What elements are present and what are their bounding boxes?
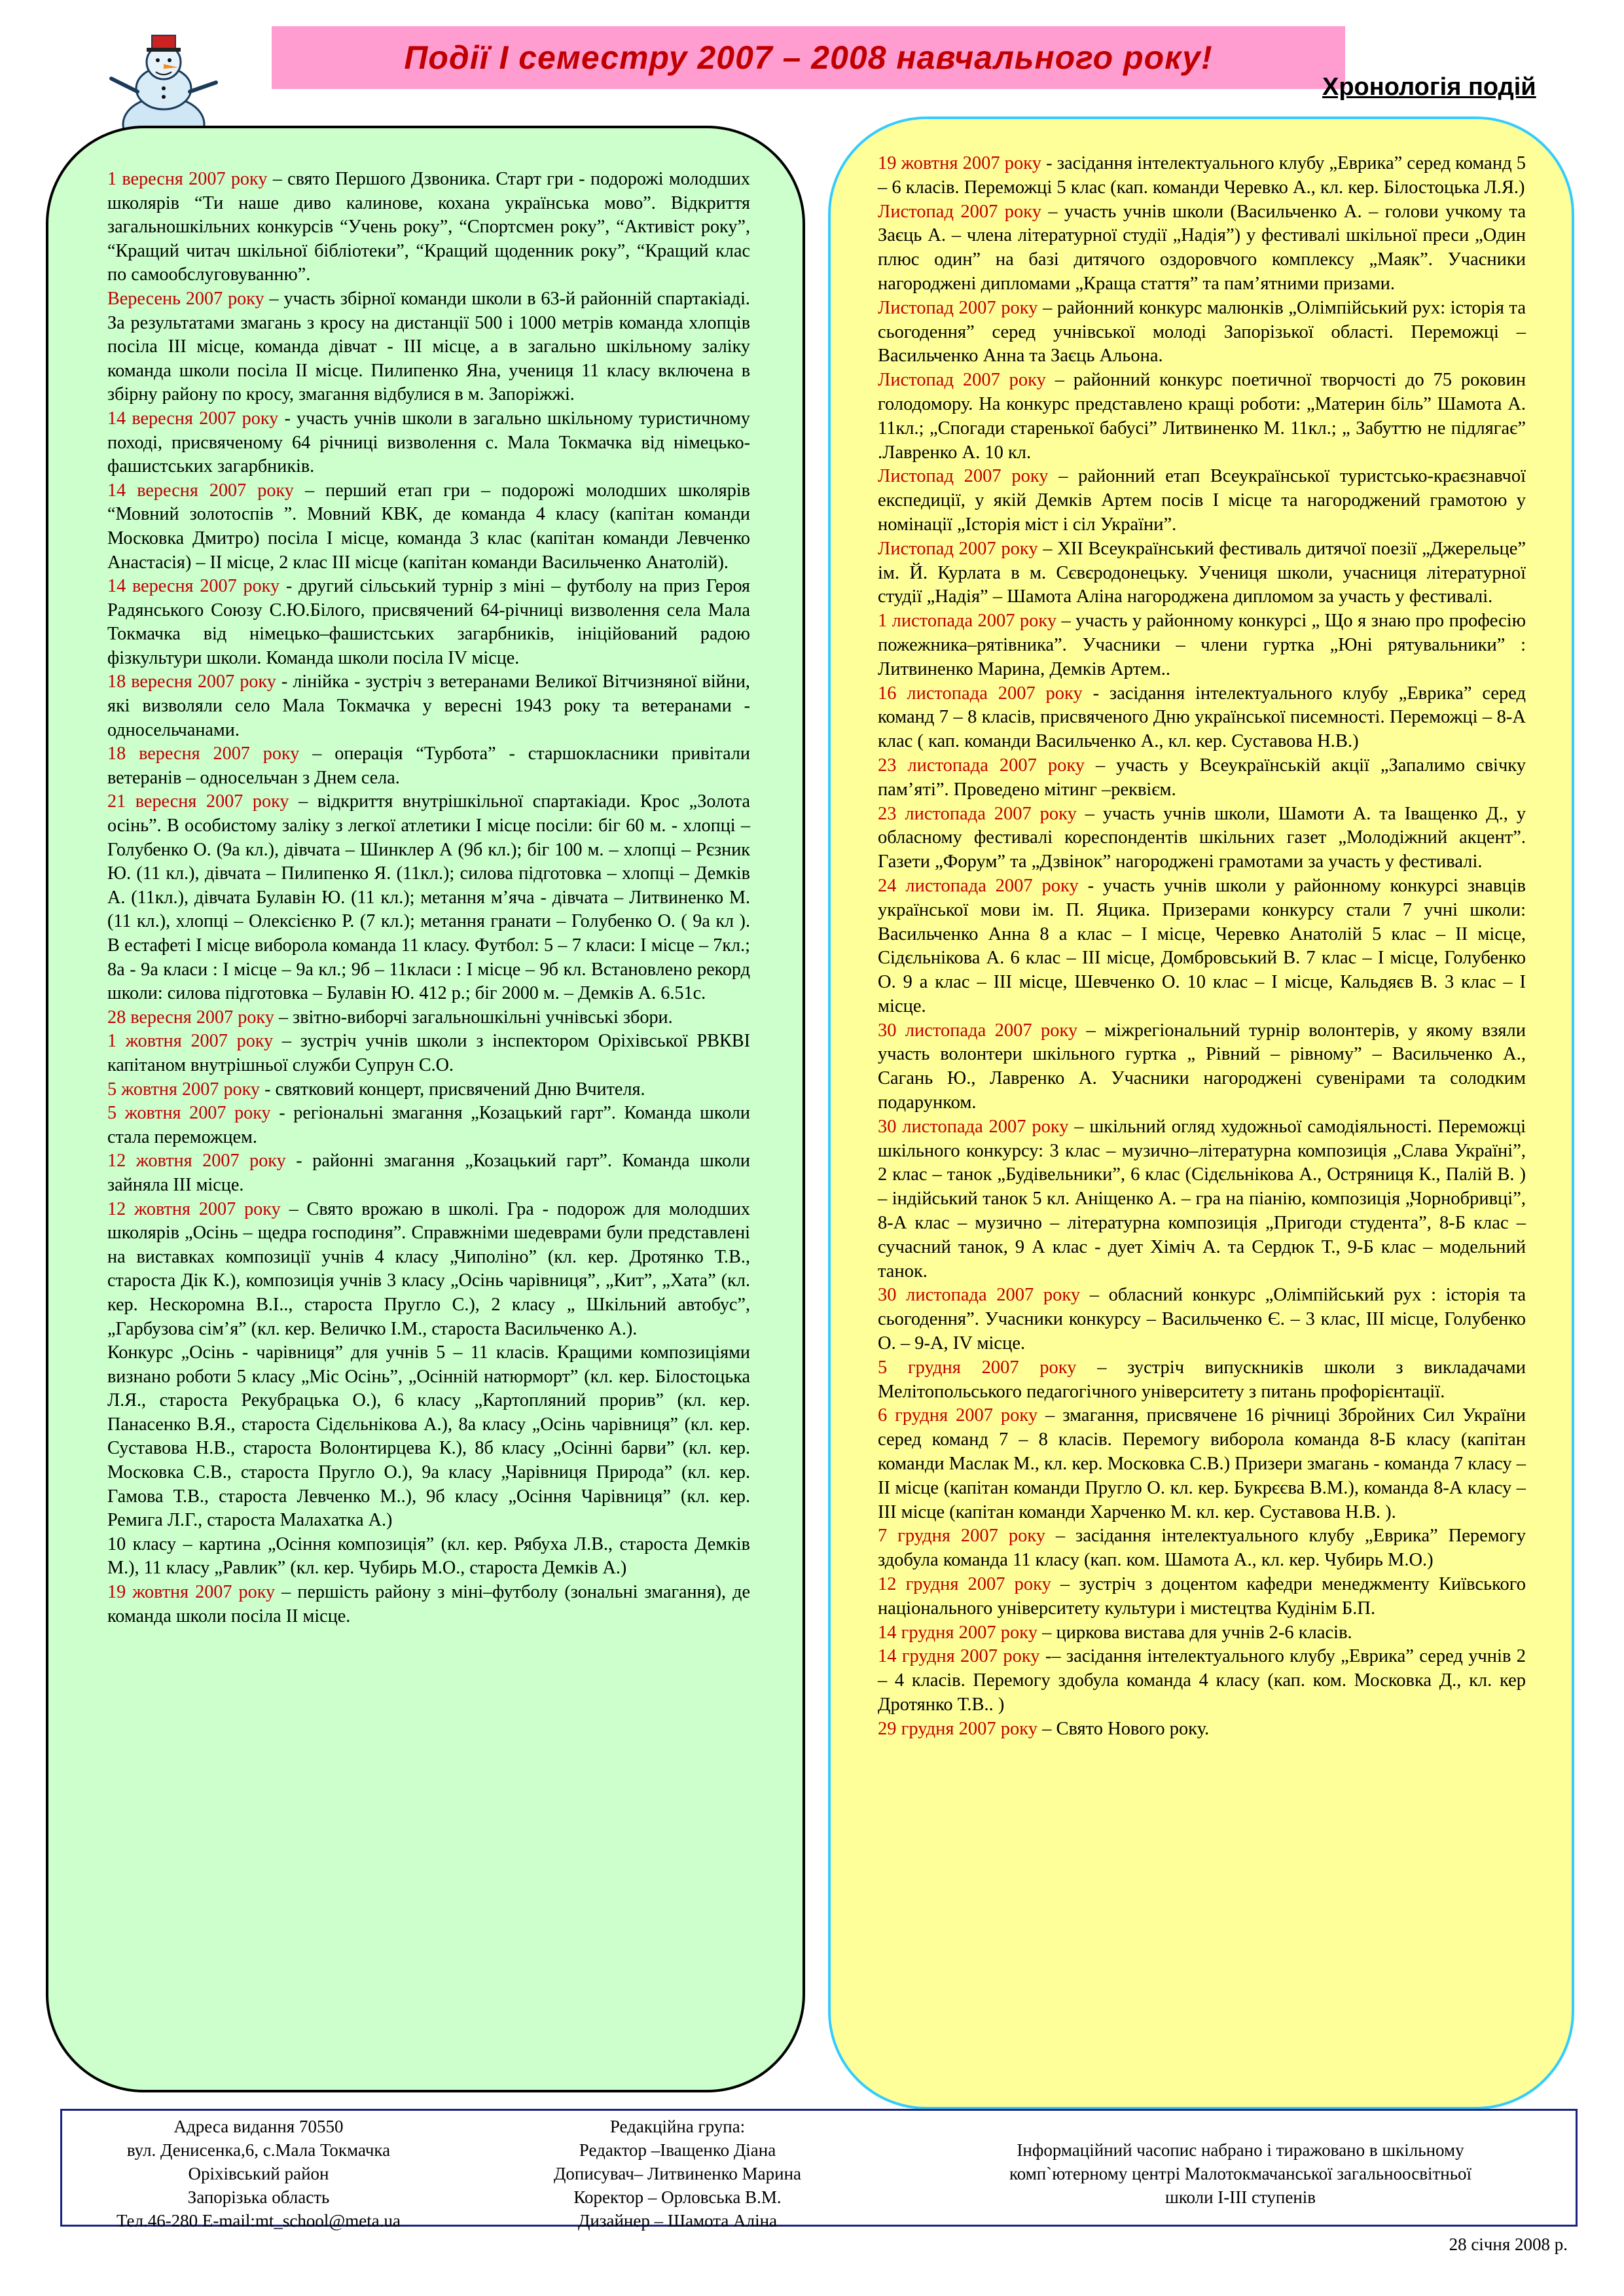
event-entry xyxy=(878,465,1526,537)
event-entry xyxy=(878,1019,1526,1115)
event-text: - лінійка - зустріч з ветеранами Великої Вітчизняної війни, які визволяли село Мала Токмачка у вересні 1943 року та ветеранами - односельчанами. xyxy=(107,672,750,740)
event-text: – районний конкурс поетичної творчості до 75 роковин голодомору. На конкурс представлено кращі роботи: „Материн біль” Шамота А. 11кл.; „Спогади старенької бабусі” Литвиненко М. 11кл.; „ Забуттю не підлягає” .Лавренко А. 10 кл. xyxy=(878,370,1526,463)
footer-address-line: Оріхівський район xyxy=(188,2164,329,2183)
event-date: 19 жовтня 2007 року xyxy=(878,153,1041,173)
event-entry xyxy=(878,1404,1526,1524)
event-date: 5 жовтня 2007 року xyxy=(107,1103,271,1124)
event-text: – відкриття внутрішкільної спартакіади. Крос „Золота осінь”. В особистому заліку з легкої атлетики І місце посіли: біг 60 м. - хлопці – Голубенко О. (9а кл.), дівчата – Шинклер А (9б кл.); біг 100 м. – хлопці – Рєзник Ю. (11 кл.), дівчата – Пилипенко Я. (11кл.); силова підготовка – хлопці – Демків А. (11кл.), дівчата Булавін Ю. (11 кл.); метання м’яча - дівчата – Литвиненко М. (11 кл.), хлопці – Олексієнко Р. (7 кл.); метання гранати – Голубенко О. ( 9а кл ). В естафеті І місце виборола команда 11 класу. Футбол: 5 – 7 класи: І місце – 7кл.; 8а - 9а класи : І місце – 9а кл.; 9б – 11класи : І місце – 9б кл. Встановлено рекорд школи: силова підготовка – Булавін Ю. 412 р.; біг 2000 м. – Демків А. 6.51с. xyxy=(107,791,750,1004)
event-date: Вересень 2007 року xyxy=(107,288,264,309)
left-events-column xyxy=(46,126,805,2092)
event-date: 6 грудня 2007 року xyxy=(878,1405,1038,1426)
event-text: – обласний конкурс „Олімпійський рух : історія та сьогодення”. Учасники конкурсу – Васильченко Є. – 3 клас, ІІІ місце, Голубенко О. – 9-А, ІV місце. xyxy=(878,1285,1526,1354)
event-entry xyxy=(878,802,1526,874)
event-entry xyxy=(107,670,750,742)
event-date: 1 листопада 2007 року xyxy=(878,611,1057,632)
chronology-heading: Хронологія подій xyxy=(1322,73,1536,101)
event-text: – перший етап гри – подорожі молодших школярів “Мовний золотоспів ”. Мовний КВК, де команда 4 класу (капітан команди Московка Дмитро) посіла І місце, команда 3 клас (капітан команди Левченко Анастасія) – ІІ місце, 2 клас ІІІ місце (капітан команди Васильченко Анатолій). xyxy=(107,480,750,573)
event-text: – операція “Турбота” - старшокласники привітали ветеранів – односельчан з Днем села. xyxy=(107,744,750,788)
event-entry xyxy=(107,1341,750,1533)
event-date: 14 грудня 2007 року xyxy=(878,1622,1038,1643)
event-entry xyxy=(878,682,1526,754)
event-text: – засідання інтелектуального клубу „Еврика” Перемогу здобула команда 11 класу (кап. ком. Шамота А., кл. кер. Чубирь М.О.) xyxy=(878,1526,1526,1571)
event-entry xyxy=(878,1115,1526,1284)
event-entry xyxy=(107,575,750,670)
info-line: Інформаційний часопис набрано і тиражовано в шкільному xyxy=(1017,2140,1464,2160)
event-text: – Свято Нового року. xyxy=(1037,1718,1210,1739)
event-entry xyxy=(107,742,750,790)
footer-info xyxy=(913,2115,1568,2256)
event-date: 23 листопада 2007 року xyxy=(878,755,1085,776)
event-entry xyxy=(878,1283,1526,1355)
event-entry xyxy=(878,1717,1526,1742)
event-entry xyxy=(878,537,1526,609)
event-date: 16 листопада 2007 року xyxy=(878,683,1083,704)
event-text: - другий сільський турнір з міні – футболу на приз Героя Радянського Союзу С.Ю.Білого, присвячений 64-річниці визволення села Мала Токмачка від німецько–фашистських загарбників, ініційований радою фізкультури школи. Команда школи посіла ІV місце. xyxy=(107,576,750,668)
event-text: – участь у Всеукраїнській акції „Запалимо свічку пам’яті”. Проведено мітинг –реквієм. xyxy=(878,755,1526,800)
footer-address-line: вул. Денисенка,6, с.Мала Токмачка xyxy=(126,2140,391,2160)
event-entry xyxy=(107,1581,750,1628)
event-entry xyxy=(107,1102,750,1149)
event-date: 24 листопада 2007 року xyxy=(878,875,1079,896)
footer-contact: Тел.46-280 E-mail:mt_school@meta.ua xyxy=(117,2211,401,2231)
footer-address-line: Адреса видання 70550 xyxy=(173,2117,344,2136)
event-text: 10 класу – картина „Осіння композиція” (кл. кер. Рябуха Л.В., староста Демків М.), 11 класу „Равлик” (кл. кер. Чубирь М.О., староста Демків А.) xyxy=(107,1534,750,1579)
event-date: 18 вересня 2007 року xyxy=(107,672,276,692)
event-date: 5 грудня 2007 року xyxy=(878,1357,1077,1378)
event-date: 14 грудня 2007 року xyxy=(878,1646,1040,1667)
right-events-column xyxy=(828,117,1574,2109)
event-entry xyxy=(878,1573,1526,1621)
event-date: Листопад 2007 року xyxy=(878,370,1046,391)
event-entry xyxy=(878,152,1526,200)
footer xyxy=(60,2109,1578,2254)
event-text: – зустріч випускників школи з викладачами Мелітопольського педагогічного університету з питань профорієнтації. xyxy=(878,1357,1526,1402)
event-text: – першість району з міні–футболу (зональні змагання), де команда школи посіла ІІ місце. xyxy=(107,1582,750,1626)
event-entry xyxy=(107,1006,750,1030)
event-text: – районний етап Всеукраїнської туристсько-краєзнавчої експедиції, у якій Демків Артем посів І місце та нагороджений грамотою у номінації „Історія міст і сіл України”. xyxy=(878,466,1526,535)
event-date: 14 вересня 2007 року xyxy=(107,408,279,429)
event-entry xyxy=(878,200,1526,296)
event-date: 14 вересня 2007 року xyxy=(107,480,294,501)
event-entry xyxy=(878,1356,1526,1405)
event-date: 30 листопада 2007 року xyxy=(878,1116,1069,1137)
event-date: 19 жовтня 2007 року xyxy=(107,1582,276,1603)
event-text: - засідання інтелектуального клубу „Еврика” серед команд 5 – 6 класів. Переможці 5 клас (кап. команди Черевко А., кл. кер. Білостоцька Л.Я.) xyxy=(878,153,1526,198)
event-date: 21 вересня 2007 року xyxy=(107,791,289,812)
event-date: 30 листопада 2007 року xyxy=(878,1020,1078,1041)
event-entry xyxy=(107,1198,750,1342)
event-entry xyxy=(107,790,750,1005)
event-date: 14 вересня 2007 року xyxy=(107,576,280,597)
event-text: – районний конкурс малюнків „Олімпійський рух: історія та сьогодення” серед учнівської молоді Запорізької області. Переможці – Васильченко Анна та Заєць Альона. xyxy=(878,297,1526,367)
event-date: 5 жовтня 2007 року xyxy=(107,1079,261,1100)
event-date: 1 жовтня 2007 року xyxy=(107,1031,274,1052)
event-date: Листопад 2007 року xyxy=(878,201,1041,222)
event-date: 23 листопада 2007 року xyxy=(878,803,1077,824)
event-text: - засідання інтелектуального клубу „Еврика” серед команд 7 – 8 класів, присвяченого Дню української писемності. Переможці – 8-А клас ( кап. команди Васильченко А., кл. кер. Суставова Н.В.) xyxy=(878,683,1526,752)
event-text: – зустріч з доцентом кафедри менеджменту Київського національного університету культури і мистецтва Кудінім Б.П. xyxy=(878,1574,1526,1619)
event-date: 1 вересня 2007 року xyxy=(107,169,268,189)
event-text: – участь у районному конкурсі „ Що я знаю про професію пожежника–рятівника”. Учасники – члени гуртка „Юні рятувальники” : Литвиненко Марина, Демків Артем.. xyxy=(878,611,1526,679)
event-date: 29 грудня 2007 року xyxy=(878,1718,1038,1739)
event-entry xyxy=(878,874,1526,1019)
event-entry xyxy=(107,168,750,287)
page-title: Події І семестру 2007 – 2008 навчального року! xyxy=(404,39,1213,76)
event-text: – шкільний огляд художньої самодіяльності. Переможці шкільного конкурсу: 3 клас – музично–літературна композиція „Слава Україні”, 2 клас – танок „Будівельники”, 6 клас (Сідєльнікова А., Остряниця К., Палій В. ) – індійський танок 5 кл. Аніщенко А. – гра на піанію, композиція „Чорнобривці”, 8-А клас – музично – літературна композиція „Пригоди студента”, 8-Б клас – сучасний танок, 9 А клас - дует Хіміч А. та Сердюк Т., 9-Б клас – модельний танок. xyxy=(878,1116,1526,1282)
event-text: – участь збірної команди школи в 63-й районній спартакіаді. За результатами змагань з кросу на дистанції 500 і 1000 метрів команда хлопців посіла ІІІ місце, команда дівчат - ІІІ місце, а в загально шкільному заліку команда школи посіла ІІ місце. Пилипенко Яна, учениця 11 класу включена в збірну району по кросу, змагання відбулися в м. Запоріжжі. xyxy=(107,288,750,405)
event-entry xyxy=(878,609,1526,681)
event-entry xyxy=(107,287,750,407)
event-text: – міжрегіональний турнір волонтерів, у якому взяли участь волонтери шкільного гуртка „ Рівний – рівному” – Васильченко А., Сагань Ю., Лавренко А. Учасники нагороджені сувенірами та солодким подарунком. xyxy=(878,1020,1526,1113)
issue-date: 28 січня 2008 р. xyxy=(1449,2234,1568,2254)
event-text: - святковий концерт, присвячений Дню Вчителя. xyxy=(260,1079,645,1100)
event-date: 12 жовтня 2007 року xyxy=(107,1198,281,1219)
event-text: Конкурс „Осінь - чарівниця” для учнів 5 – 11 класів. Кращими композиціями визнано роботи 5 класу „Міс Осінь”, „Осінній натюрморт” (кл. кер. Білостоцька Л.Я., староста Рекубрацька О.), 6 класу „Картопляний прорив” (кл. кер. Панасенко В.Я., староста Сідєльнікова А.), 8а класу „Осінь чарівниця” (кл. кер. Суставова Н.В., староста Волонтирцева К.), 8б класу „Осінні барви” (кл. кер. Московка С.В., староста Пругло О.), 9а класу „Чарівниця Природа” (кл. кер. Гамова Т.В., староста Левченко М..), 9б класу „Осіння Чарівниця” (кл. кер. Ремига Л.Г., староста Малахатка А.) xyxy=(107,1342,750,1531)
event-date: 12 грудня 2007 року xyxy=(878,1574,1051,1595)
event-entry xyxy=(878,1524,1526,1573)
footer-editorial xyxy=(494,2115,861,2233)
event-entry xyxy=(878,296,1526,368)
event-text: - участь учнів школи в загально шкільному туристичному поході, присвяченому 64 річниці визволення с. Мала Токмачка від німецько-фашистських загарбників. xyxy=(107,408,750,477)
event-text: – ХІІ Всеукраїнський фестиваль дитячої поезії „Джерельце” ім. Й. Курлата в м. Сєвєродонецьку. Учениця школи, учасниця літературної студії „Надія” – Шамота Аліна нагороджена дипломом за участь у фестивалі. xyxy=(878,538,1526,607)
info-line: комп`ютерному центрі Малотокмачанської загальноосвітньої xyxy=(1009,2164,1472,2183)
event-text: - районні змагання „Козацький гарт”. Команда школи зайняла ІІІ місце. xyxy=(107,1151,750,1195)
event-entry xyxy=(878,754,1526,802)
event-text: -– засідання інтелектуального клубу „Еврика” серед учнів 2 – 4 класів. Перемогу здобула команда 4 класу (кап. ком. Московка Д., кл. кер Дротянко Т.В.. ) xyxy=(878,1646,1526,1715)
event-date: Листопад 2007 року xyxy=(878,538,1038,559)
editorial-line: Дописувач– Литвиненко Марина xyxy=(553,2164,802,2183)
event-entry xyxy=(878,1645,1526,1717)
editorial-line: Редактор –Іващенко Діана xyxy=(579,2140,776,2160)
event-entry xyxy=(107,1149,750,1197)
event-text: – участь учнів школи, Шамоти А. та Іващенко Д., у обласному фестивалі кореспондентів шкільних газет „Молодіжний акцент”. Газети „Форум” та „Дзвінок” нагороджені грамотами за участь у фестивалі. xyxy=(878,803,1526,872)
event-date: 18 вересня 2007 року xyxy=(107,744,300,764)
event-text: – зустріч учнів школи з інспектором Оріхівської РВКВІ капітаном внутрішньої служби Супрун С.О. xyxy=(107,1031,750,1075)
event-text: – свято Першого Дзвоника. Старт гри - подорожі молодших школярів “Ти наше диво калинове, кохана українська мово”. Відкриття загальношкільних конкурсів “Учень року”, “Спортсмен року”, “Активіст року”, “Кращий читач шкільної бібліотеки”, “Кращий щоденник року”, “Кращий клас по самообслуговуванню”. xyxy=(107,169,750,285)
event-entry xyxy=(107,1078,750,1102)
editorial-line: Дизайнер – Шамота Аліна xyxy=(577,2211,778,2231)
title-banner xyxy=(272,26,1345,89)
info-line: школи І-ІІІ ступенів xyxy=(1164,2187,1316,2207)
event-date: 7 грудня 2007 року xyxy=(878,1526,1046,1547)
event-text: – звітно-виборчі загальношкільні учнівські збори. xyxy=(274,1007,673,1028)
event-text: - регіональні змагання „Козацький гарт”. Команда школи стала переможцем. xyxy=(107,1103,750,1147)
event-text: – Свято врожаю в школі. Гра - подорож для молодших школярів „Осінь – щедра господиня”. Справжніми шедеврами були представлені на виставках композиції учнів 4 класу „Чиполіно” (кл. кер. Дротянко Т.В., староста Дік К.), композиція учнів 3 класу „Осінь чарівниця”, „Кит”, „Хата” (кл. кер. Нескоромна В.І.., староста Пругло С.), 2 класу „ Шкільний автобус”, „Гарбузова сім’я” (кл. кер. Величко І.М., староста Васильченко А.). xyxy=(107,1198,750,1339)
event-entry xyxy=(107,1030,750,1077)
event-entry xyxy=(107,1533,750,1581)
event-date: 28 вересня 2007 року xyxy=(107,1007,274,1028)
footer-address-line: Запорізька область xyxy=(187,2187,330,2207)
event-text: - участь учнів школи у районному конкурсі знавців української мови ім. П. Яцика. Призерами конкурсу стали 7 учні школи: Васильченко Анна 8 а клас – І місце, Черевко Анатолій 5 клас – ІІ місце, Сідєльнікова А. 6 клас – ІІІ місце, Домбровський В. 7 клас – І місце, Голубенко О. 9 а клас – ІІІ місце, Шевченко О. 10 клас – І місце, Кальдяєв В. 3 клас – І місце. xyxy=(878,875,1526,1016)
event-entry xyxy=(107,407,750,479)
event-date: Листопад 2007 року xyxy=(878,466,1049,487)
event-date: 12 жовтня 2007 року xyxy=(107,1151,286,1172)
event-entry xyxy=(878,1621,1526,1645)
event-text: – змагання, присвячене 16 річниці Збройних Сил України серед команд 7 – 8 класів. Перемогу виборола команда 8-Б класу (капітан команди Маслак М., кл. кер. Московка С.В.) Призери змагань - команда 7 класу – ІІ місце (капітан команди Пругло О. кл. кер. Букрєєва В.М.), команда 8-А класу – ІІІ місце (капітан команди Харченко М. кл. кер. Суставова Н.В. ). xyxy=(878,1405,1526,1522)
event-entry xyxy=(107,479,750,575)
editorial-heading: Редакційна група: xyxy=(609,2117,746,2136)
event-entry xyxy=(878,368,1526,465)
footer-address xyxy=(75,2115,442,2233)
event-date: Листопад 2007 року xyxy=(878,297,1038,318)
editorial-line: Коректор – Орловська В.М. xyxy=(573,2187,782,2207)
event-text: – участь учнів школи (Васильченко А. – голови учкому та Заєць А. – члена літературної студії „Надія”) у фестивалі шкільної преси „Один плюс один” на базі дитячого оздоровчого комплексу „Маяк”. Учасники нагороджені дипломами „Краща стаття” та пам’ятними призами. xyxy=(878,201,1526,294)
event-date: 30 листопада 2007 року xyxy=(878,1285,1081,1306)
event-text: – циркова вистава для учнів 2-6 класів. xyxy=(1037,1622,1352,1643)
